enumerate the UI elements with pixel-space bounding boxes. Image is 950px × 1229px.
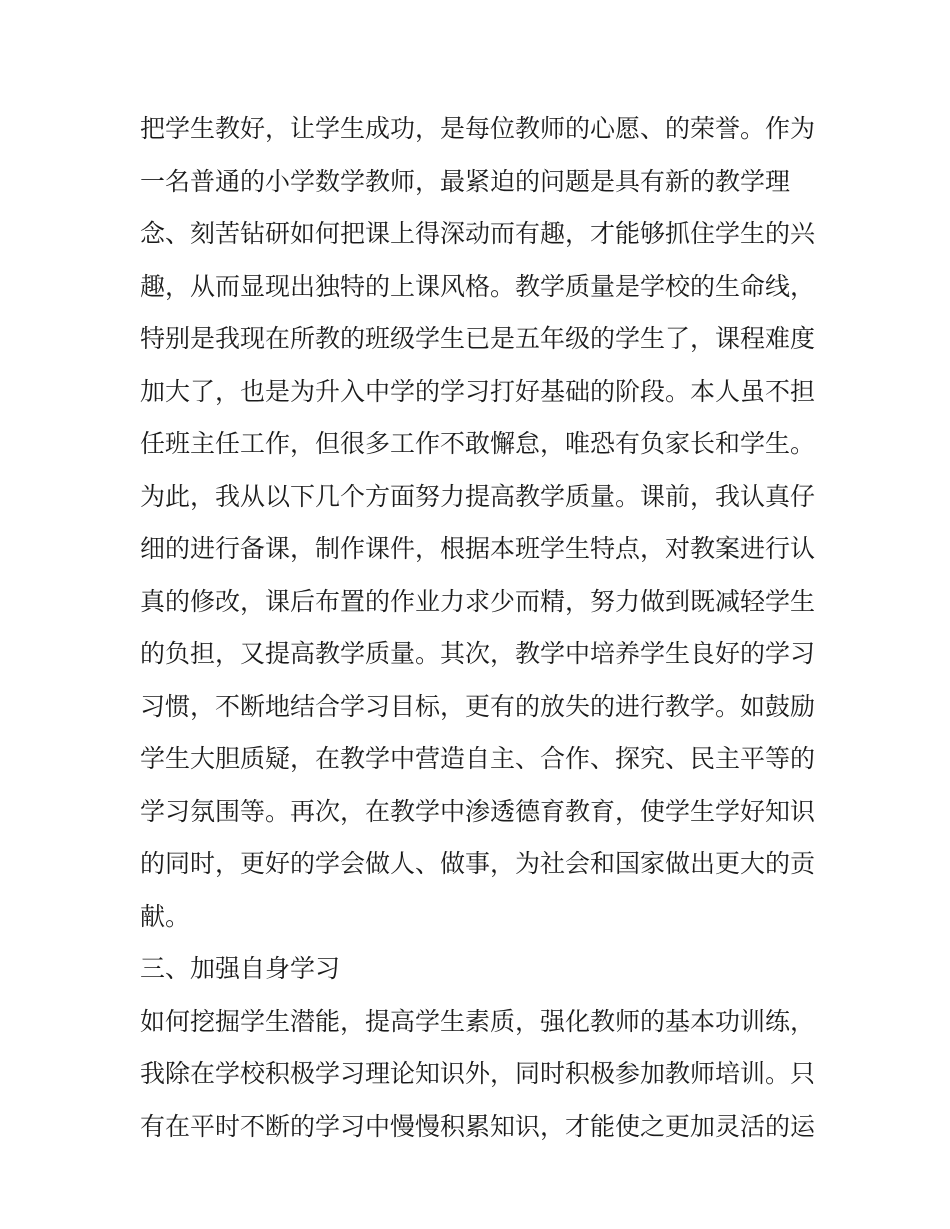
text-line: 我除在学校积极学习理论知识外，同时积极参加教师培训。只 [140,1059,816,1088]
text-line: 任班主任工作，但很多工作不敢懈怠，唯恐有负家长和学生。 [140,429,816,458]
text-line: 学生大胆质疑，在教学中营造自主、合作、探究、民主平等的 [140,744,816,773]
text-line: 把学生教好，让学生成功，是每位教师的心愿、的荣誉。作为 [140,114,816,143]
text-line: 一名普通的小学数学教师，最紧迫的问题是具有新的教学理 [140,166,791,196]
text-line: 加大了，也是为升入中学的学习打好基础的阶段。本人虽不担 [140,376,816,406]
text-line: 学习氛围等。再次，在教学中渗透德育教育，使学生学好知识 [140,796,816,826]
text-line: 为此，我从以下几个方面努力提高教学质量。课前，我认真仔 [140,481,816,511]
text-line: 真的修改，课后布置的作业力求少而精，努力做到既减轻学生 [140,586,816,616]
text-line: 如何挖掘学生潜能，提高学生素质，强化教师的基本功训练， [140,1006,816,1036]
body-text [140,108,820,1158]
text-line: 细的进行备课，制作课件，根据本班学生特点，对教案进行认 [140,534,816,563]
text-line: 趣，从而显现出独特的上课风格。教学质量是学校的生命线， [140,271,816,301]
text-line: 献。 [140,901,191,931]
section-heading: 三、加强自身学习 [140,954,341,983]
text-line: 的同时，更好的学会做人、做事，为社会和国家做出更大的贡 [140,849,816,878]
text-line: 的负担，又提高教学质量。其次，教学中培养学生良好的学习 [140,639,816,668]
text-line: 特别是我现在所教的班级学生已是五年级的学生了，课程难度 [140,324,816,353]
text-line: 习惯，不断地结合学习目标，更有的放失的进行教学。如鼓励 [140,691,816,721]
text-line: 有在平时不断的学习中慢慢积累知识，才能使之更加灵活的运 [140,1111,816,1141]
text-line: 念、刻苦钻研如何把课上得深动而有趣，才能够抓住学生的兴 [140,219,816,248]
